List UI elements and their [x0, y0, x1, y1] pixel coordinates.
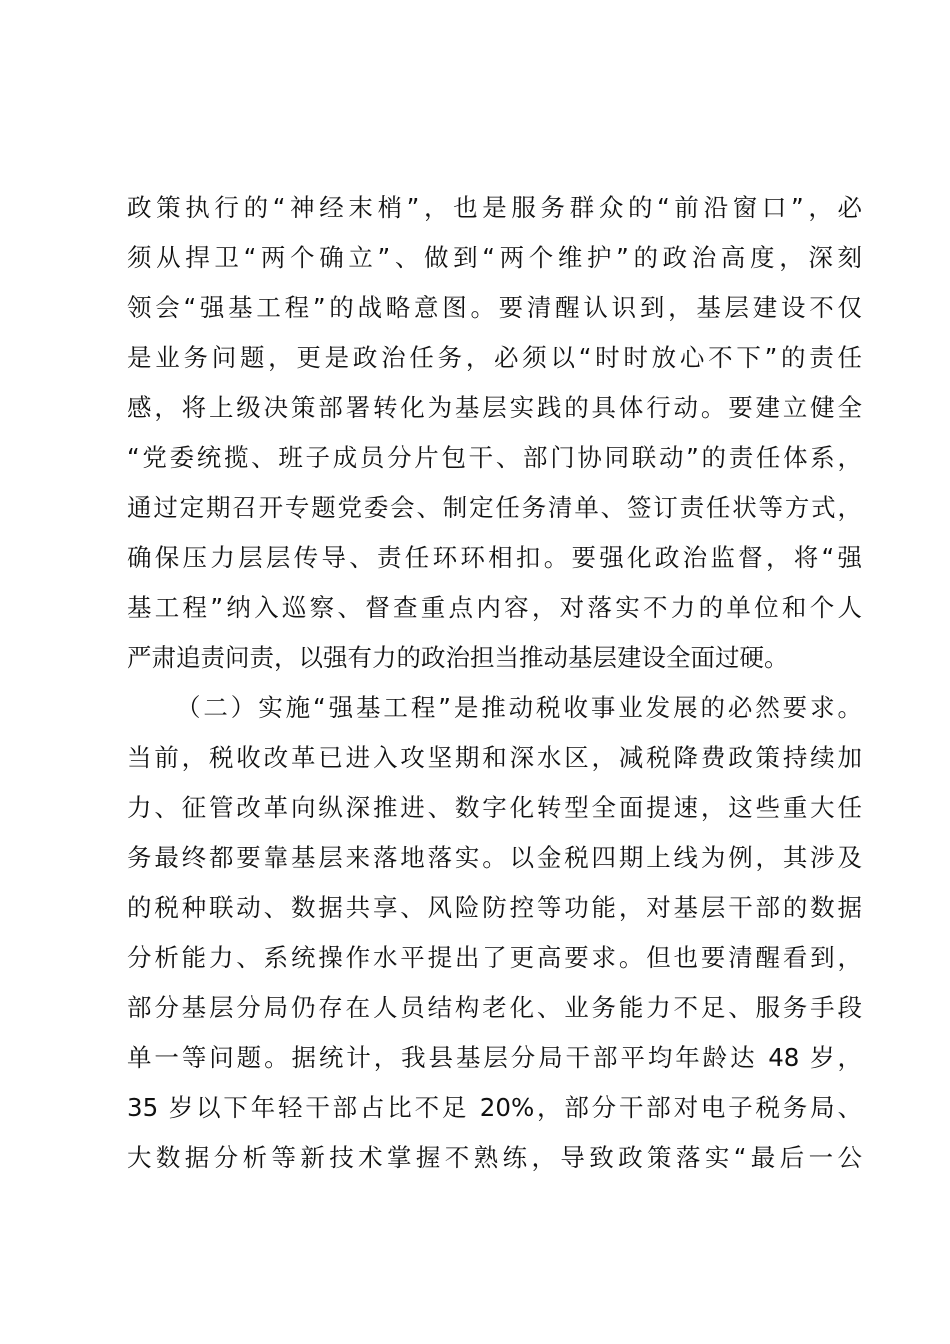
text-line: 确保压力层层传导、责任环环相扣。要强化政治监督，将“强 [127, 543, 862, 572]
text-line: 务最终都要靠基层来落地落实。以金税四期上线为例，其涉及 [127, 843, 862, 872]
text-line: 当前，税收改革已进入攻坚期和深水区，减税降费政策持续加 [127, 743, 862, 772]
text-line: 部分基层分局仍存在人员结构老化、业务能力不足、服务手段 [127, 993, 862, 1022]
text-line: 35 岁以下年轻干部占比不足 20%，部分干部对电子税务局、 [127, 1093, 862, 1122]
text-line: 分析能力、系统操作水平提出了更高要求。但也要清醒看到， [127, 943, 862, 972]
text-line: 的税种联动、数据共享、风险防控等功能，对基层干部的数据 [127, 893, 862, 922]
text-line: 通过定期召开专题党委会、制定任务清单、签订责任状等方式， [127, 493, 862, 522]
text-line: 是业务问题，更是政治任务，必须以“时时放心不下”的责任 [127, 343, 862, 372]
text-line: 基工程”纳入巡察、督查重点内容，对落实不力的单位和个人 [127, 593, 862, 622]
paragraph-2 [127, 683, 862, 1183]
text-line: “党委统揽、班子成员分片包干、部门协同联动”的责任体系， [127, 443, 862, 472]
text-line: 大数据分析等新技术掌握不熟练，导致政策落实“最后一公 [127, 1143, 862, 1172]
paragraph-1 [127, 183, 862, 683]
text-line: 须从捍卫“两个确立”、做到“两个维护”的政治高度，深刻 [127, 243, 862, 272]
text-line: 领会“强基工程”的战略意图。要清醒认识到，基层建设不仅 [127, 293, 862, 322]
section-heading-line: （二）实施“强基工程”是推动税收事业发展的必然要求。 [176, 693, 862, 722]
body-text [127, 183, 862, 1183]
text-line: 政策执行的“神经末梢”，也是服务群众的“前沿窗口”，必 [127, 193, 862, 222]
text-line: 严肃追责问责，以强有力的政治担当推动基层建设全面过硬。 [127, 643, 789, 672]
text-line: 力、征管改革向纵深推进、数字化转型全面提速，这些重大任 [127, 793, 862, 822]
text-line: 感，将上级决策部署转化为基层实践的具体行动。要建立健全 [127, 393, 862, 422]
text-line: 单一等问题。据统计，我县基层分局干部平均年龄达 48 岁， [127, 1043, 862, 1072]
